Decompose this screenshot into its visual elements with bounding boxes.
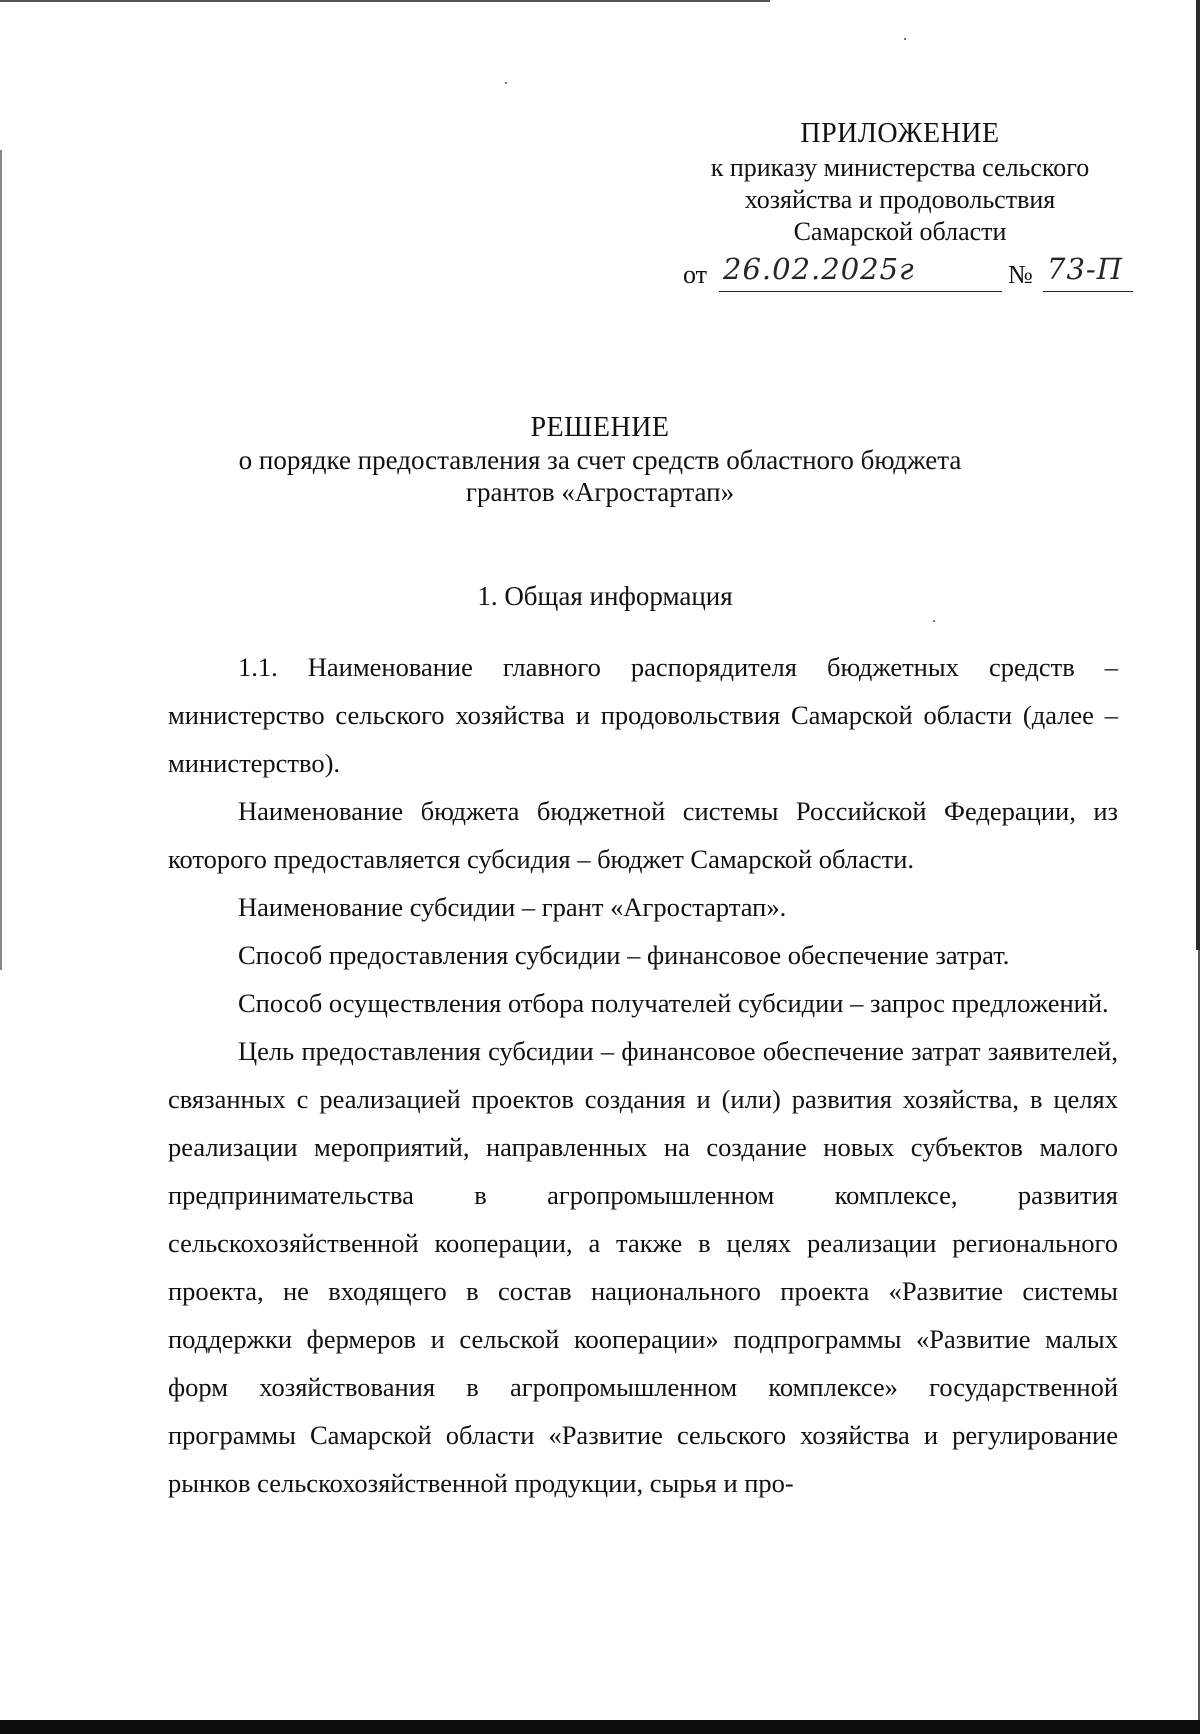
appendix-line: к приказу министерства сельского — [710, 153, 1090, 182]
scan-edge-right — [1196, 0, 1200, 950]
scan-edge-left — [0, 150, 2, 970]
paragraph: Цель предоставления субсидии – финансовое обеспечение затрат заявителей, связанных с реализацией проектов создания и (или) развития хозяйства, в целях реализации мероприятий, направленных на создание новых субъектов малого предпринимательства в агропромышленном комплексе, развития сельскохозяйственной кооперации, а также в целях реализации регионального проекта, не входящего в состав национального проекта «Развитие системы поддержки фермеров и сельской кооперации» подпрограммы «Развитие малых форм хозяйствования в агропромышленном комплексе» государственной программы Самарской области «Развитие сельского хозяйства и регулирование рынков сельскохозяйственной продукции, сырья и про- — [168, 1036, 1118, 1498]
appendix-line: хозяйства и продовольствия — [744, 185, 1056, 214]
document-title-line: о порядке предоставления за счет средств областного бюджета — [238, 445, 962, 475]
date-underline — [719, 291, 1002, 292]
paragraph: Способ предоставления субсидии – финансовое обеспечение затрат. — [238, 940, 1010, 970]
scan-speck — [904, 38, 906, 40]
paragraph: Способ осуществления отбора получателей субсидии – запрос предложений. — [238, 988, 1109, 1018]
handwritten-date: 26.02.2025г — [723, 252, 915, 286]
document-body — [168, 643, 1118, 1507]
number-underline — [1043, 291, 1133, 292]
scan-speck — [933, 620, 935, 622]
number-label: № — [1008, 260, 1033, 289]
document-title — [150, 412, 1050, 508]
date-label: от — [683, 260, 708, 289]
scan-speck — [505, 82, 507, 84]
order-reference-line — [683, 252, 1133, 294]
paragraph: 1.1. Наименование главного распорядителя бюджетных средств – министерство сельского хозяйства и продовольствия Самарской области (далее – министерство). — [168, 652, 1118, 778]
appendix-block — [660, 118, 1140, 248]
paragraph: Наименование бюджета бюджетной системы Российской Федерации, из которого предоставляется субсидия – бюджет Самарской области. — [168, 796, 1118, 874]
document-title-line: грантов «Агростартап» — [465, 477, 735, 507]
paragraph: Наименование субсидии – грант «Агростартап». — [238, 892, 787, 922]
scan-edge-bottom — [0, 1720, 1200, 1734]
document-title-heading: РЕШЕНИЕ — [530, 412, 670, 443]
appendix-heading: ПРИЛОЖЕНИЕ — [800, 118, 1000, 149]
scan-edge-top — [0, 0, 770, 2]
appendix-line: Самарской области — [793, 217, 1007, 246]
section-heading: 1. Общая информация — [477, 581, 733, 611]
handwritten-order-number: 73-П — [1047, 252, 1123, 286]
